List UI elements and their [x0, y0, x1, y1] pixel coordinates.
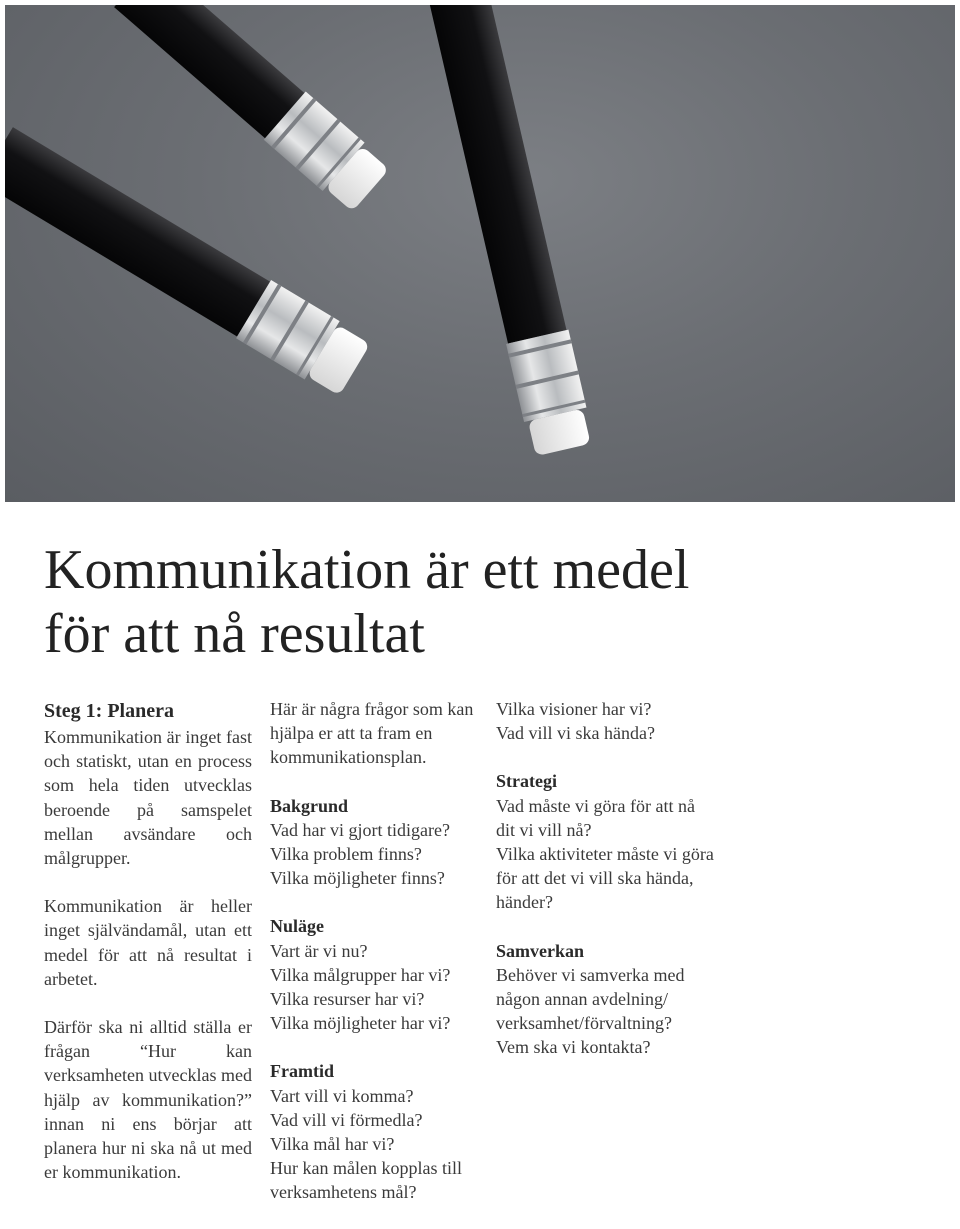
paragraph-medel: Kommunikation är heller inget självändamål, utan ett medel för att nå resultat i arbetet. — [44, 896, 252, 989]
question-line: Vad har vi gjort tidigare? — [270, 819, 450, 840]
page-title — [44, 538, 924, 666]
section-heading-samverkan: Samverkan — [496, 940, 585, 961]
pencil-top — [113, 5, 392, 215]
section-nulage — [270, 914, 478, 1035]
question-line: Hur kan målen kopplas till verksamhetens mål? — [270, 1158, 462, 1203]
section-heading-nulage: Nuläge — [270, 916, 324, 937]
question-line: Vilka möjligheter finns? — [270, 868, 445, 889]
section-heading-planera: Steg 1: Planera — [44, 700, 174, 722]
question-line: Vilka möjligheter har vi? — [270, 1013, 451, 1034]
question-line: Vad måste vi göra för att nå dit vi vill nå? — [496, 795, 695, 840]
intro-paragraph: Här är några frågor som kan hjälpa er att ta fram en kommunikationsplan. — [270, 699, 474, 768]
pencils-illustration — [5, 5, 955, 502]
hero-image — [5, 5, 955, 502]
question-line: Vad vill vi ska hända? — [496, 723, 655, 744]
question-line: Vilka problem finns? — [270, 844, 422, 865]
pencil-right — [427, 5, 594, 457]
question-line: Vem ska vi kontakta? — [496, 1037, 651, 1058]
title-line-2: för att nå resultat — [44, 603, 425, 665]
column-fragor — [270, 697, 478, 1229]
column-strategi — [496, 697, 716, 1084]
question-line: Vilka mål har vi? — [270, 1134, 395, 1155]
section-heading-framtid: Framtid — [270, 1061, 334, 1082]
question-line: Vilka resurser har vi? — [270, 989, 425, 1010]
section-visioner — [496, 697, 716, 745]
question-line: Vilka målgrupper har vi? — [270, 964, 451, 985]
question-line: Vad vill vi förmedla? — [270, 1109, 423, 1130]
question-line: Vilka visioner har vi? — [496, 699, 652, 719]
question-line: Vart vill vi komma? — [270, 1085, 414, 1106]
paragraph-fragan: Därför ska ni alltid ställa er frågan “Hur kan verksamheten utvecklas med hjälp av kommunikation?” innan ni ens börjar att planera hur ni ska nå ut med er kommunikation. — [44, 1017, 252, 1183]
section-heading-bakgrund: Bakgrund — [270, 795, 349, 816]
section-framtid — [270, 1059, 478, 1204]
section-strategi — [496, 769, 716, 914]
question-line: Vilka aktiviteter måste vi göra för att det vi vill ska hända, händer? — [496, 844, 714, 913]
column-planera — [44, 697, 252, 1208]
question-line: Vart är vi nu? — [270, 940, 368, 961]
section-samverkan — [496, 939, 716, 1060]
section-bakgrund — [270, 794, 478, 891]
question-line: Behöver vi samverka med någon annan avdelning/ verksamhet/förvaltning? — [496, 964, 685, 1034]
title-line-1: Kommunikation är ett medel — [44, 539, 690, 601]
section-heading-strategi: Strategi — [496, 771, 557, 792]
paragraph-process: Kommunikation är inget fast och statiskt, utan en process som hela tiden utvecklas beroende på samspelet mellan avsändare och målgrupper. — [44, 727, 252, 869]
